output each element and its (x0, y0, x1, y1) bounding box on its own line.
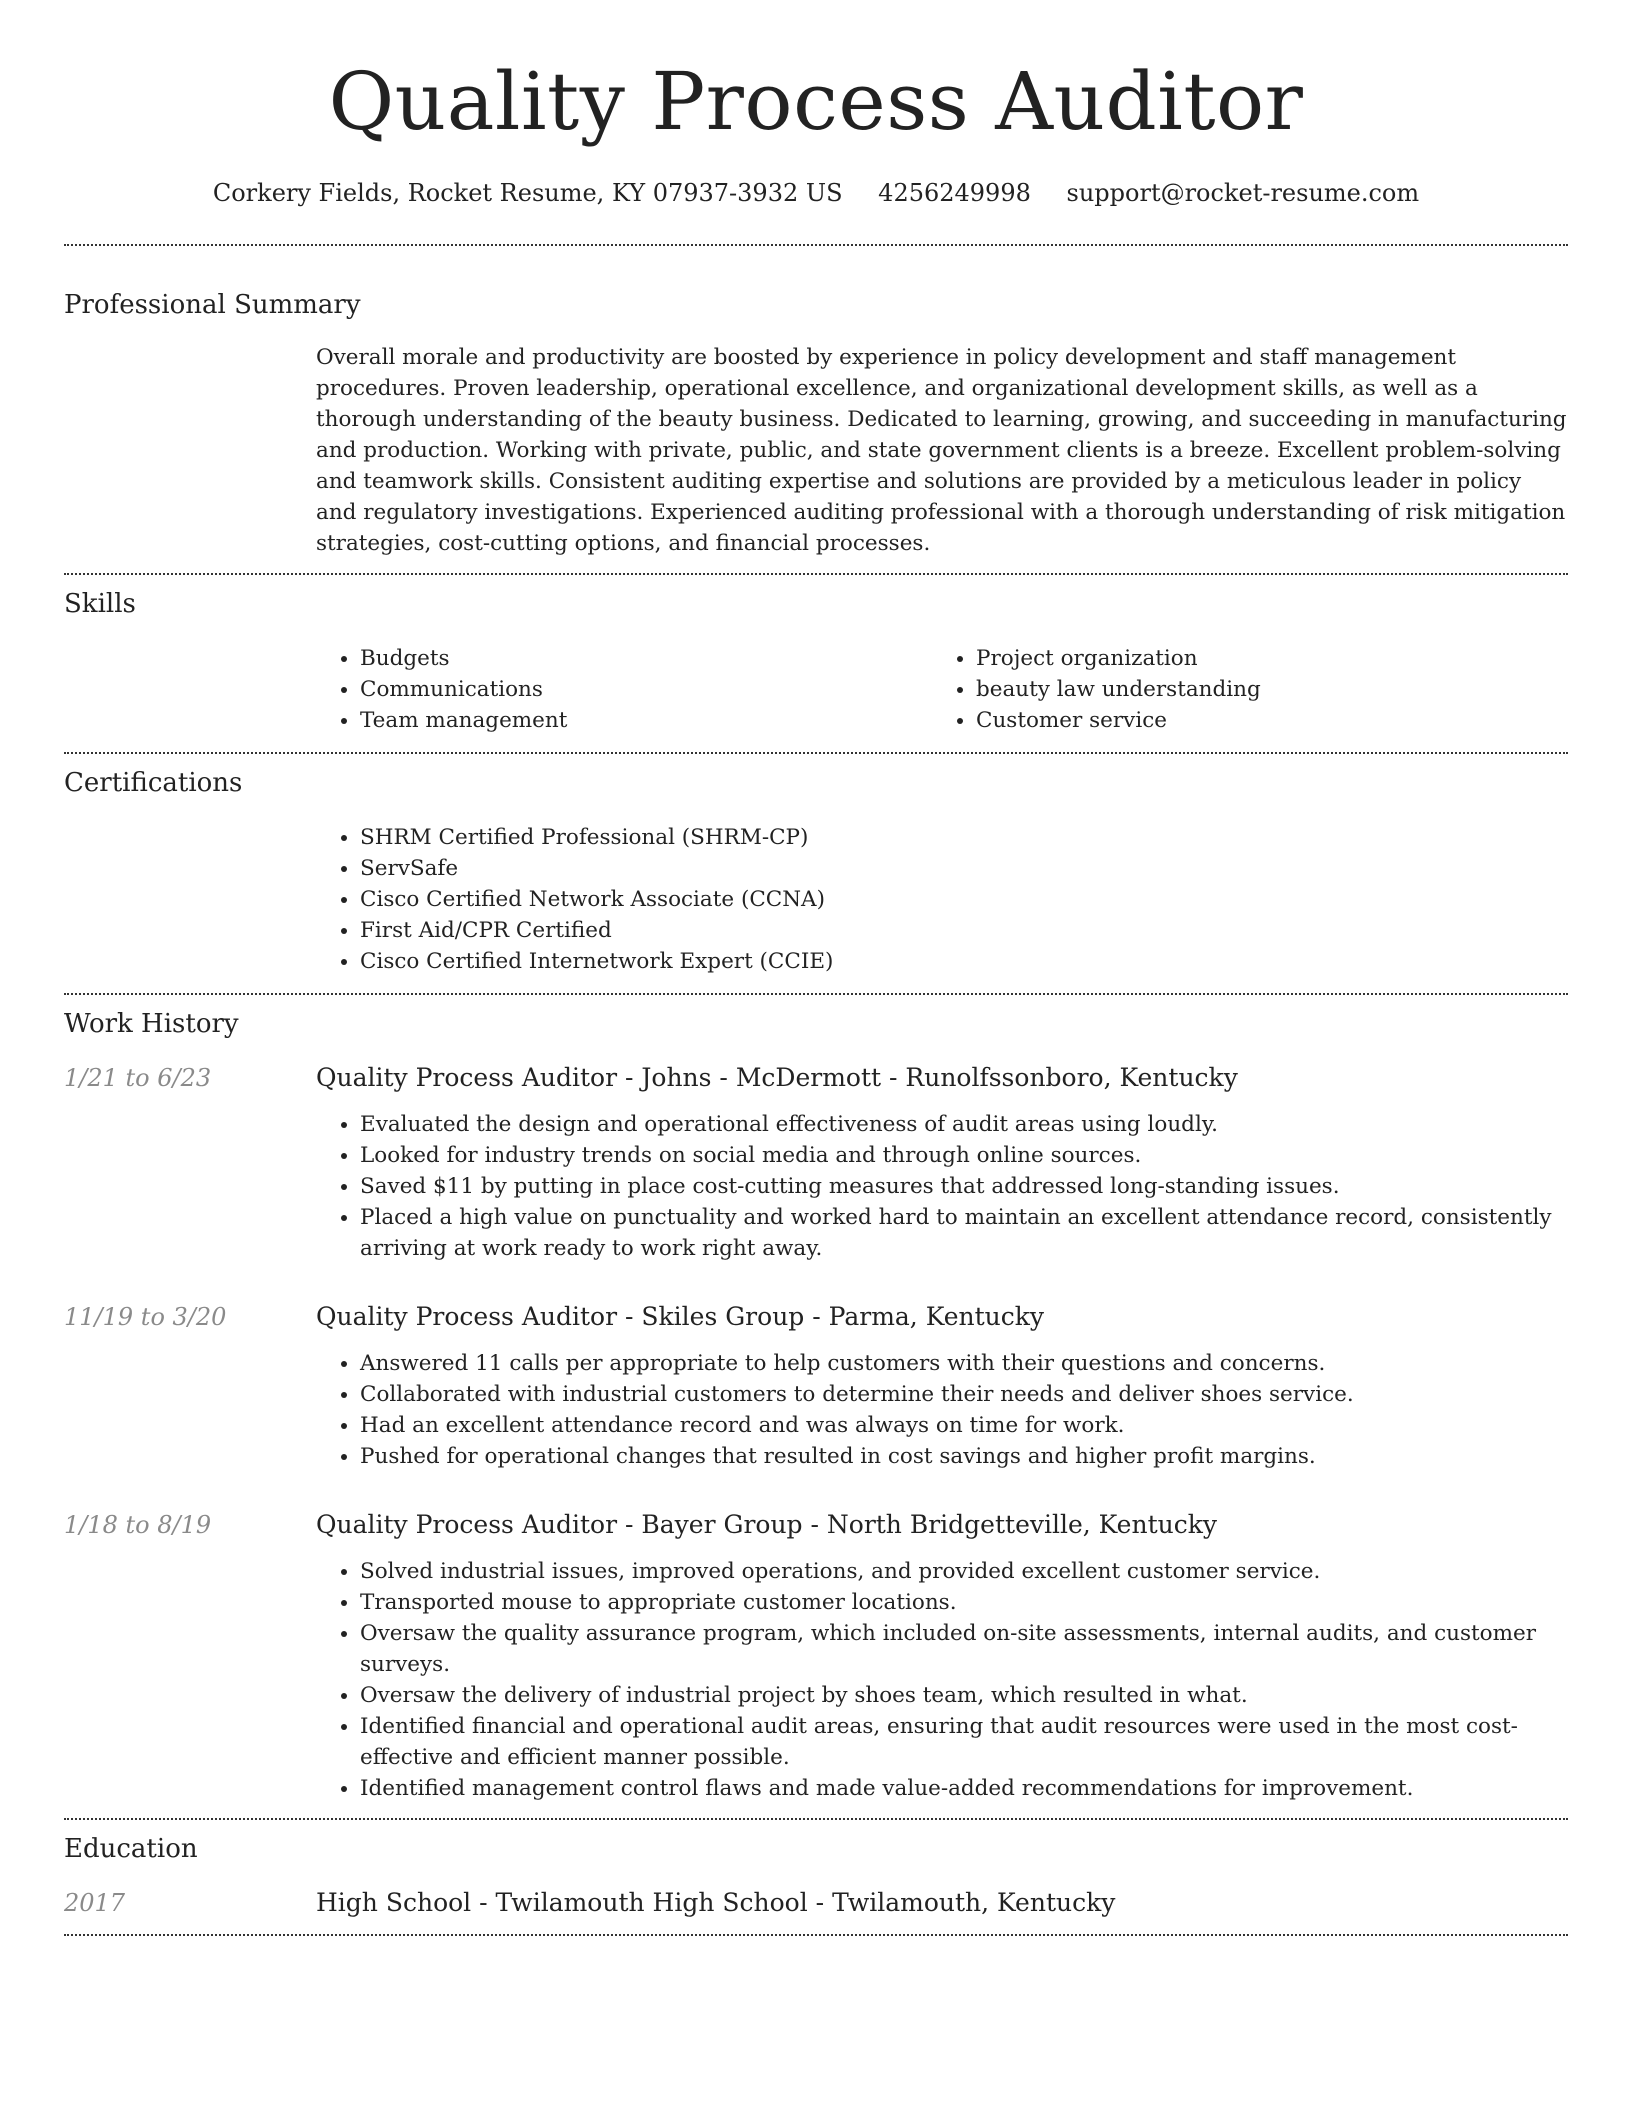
contact-info (64, 178, 1568, 208)
contact-phone: 4256249998 (878, 179, 1031, 207)
skill-item: • beauty law understanding (976, 674, 1548, 705)
certification-item: • Cisco Certified Network Associate (CCNA) (360, 884, 1568, 915)
certifications-heading: Certifications (64, 768, 243, 798)
certifications-list (316, 822, 1568, 977)
summary-text: Overall morale and productivity are boosted by experience in policy development and staff management procedures. Proven leadership, operational excellence, and organizational development skills, as well as a thorough understanding of the beauty business. Dedicated to learning, growing, and succeeding in manufacturing and production. Working with private, public, and state government clients is a breeze. Excellent problem-solving and teamwork skills. Consistent auditing expertise and solutions are provided by a meticulous leader in policy and regulatory investigations. Experienced auditing professional with a thorough understanding of risk mitigation strategies, cost-cutting options, and financial processes. (316, 345, 1567, 556)
job-title: Quality Process Auditor - Bayer Group - North Bridgetteville, Kentucky (316, 1510, 1217, 1539)
job-title: Quality Process Auditor - Skiles Group - Parma, Kentucky (316, 1302, 1045, 1331)
work-history-heading: Work History (64, 1009, 239, 1039)
contact-email: support@rocket-resume.com (1066, 179, 1420, 207)
job-body (316, 1302, 1568, 1490)
job-bullet: • Oversaw the quality assurance program, which included on-site assessments, internal audits, and customer surveys. (360, 1618, 1568, 1680)
contact-address: Corkery Fields, Rocket Resume, KY 07937-3932 US (212, 179, 843, 207)
resume-name: Quality Process Auditor (328, 55, 1304, 148)
job-date: 1/18 to 8/19 (64, 1511, 212, 1539)
section-divider (64, 573, 1568, 575)
skill-item: • Project organization (976, 643, 1548, 674)
job-bullet: • Identified management control flaws and made value-added recommendations for improvement. (360, 1773, 1568, 1804)
job-bullet: • Saved $11 by putting in place cost-cutting measures that addressed long-standing issues. (360, 1171, 1568, 1202)
job-date: 1/21 to 6/23 (64, 1064, 212, 1092)
job-entry (64, 1302, 1568, 1490)
education-title: High School - Twilamouth High School - Twilamouth, Kentucky (316, 1888, 1116, 1917)
job-bullet: • Identified financial and operational audit areas, ensuring that audit resources were used in the most cost-effective and efficient manner possible. (360, 1711, 1568, 1773)
job-bullet: • Had an excellent attendance record and was always on time for work. (360, 1410, 1568, 1441)
job-bullets (316, 1348, 1568, 1472)
job-bullet: • Transported mouse to appropriate customer locations. (360, 1587, 1568, 1618)
skills-grid (316, 643, 1568, 736)
section-divider (64, 993, 1568, 995)
job-body (316, 1063, 1568, 1282)
section-divider (64, 244, 1568, 246)
skills-heading: Skills (64, 589, 136, 619)
certification-item: • ServSafe (360, 853, 1568, 884)
certification-item: • First Aid/CPR Certified (360, 915, 1568, 946)
job-bullets (316, 1109, 1568, 1264)
education-heading: Education (64, 1834, 198, 1864)
job-bullet: • Evaluated the design and operational effectiveness of audit areas using loudly. (360, 1109, 1568, 1140)
skills-list-left (316, 643, 932, 736)
job-bullet: • Collaborated with industrial customers to determine their needs and deliver shoes service. (360, 1379, 1568, 1410)
job-bullet: • Solved industrial issues, improved operations, and provided excellent customer service. (360, 1556, 1568, 1587)
section-divider (64, 1934, 1568, 1936)
summary-section (64, 288, 1568, 559)
job-entry (64, 1063, 1568, 1282)
certification-item: • Cisco Certified Internetwork Expert (CCIE) (360, 946, 1568, 977)
summary-heading: Professional Summary (64, 290, 361, 320)
job-bullet: • Pushed for operational changes that resulted in cost savings and higher profit margins. (360, 1441, 1568, 1472)
education-entry (64, 1888, 1568, 1918)
job-bullet: • Answered 11 calls per appropriate to help customers with their questions and concerns. (360, 1348, 1568, 1379)
job-bullet: • Looked for industry trends on social media and through online sources. (360, 1140, 1568, 1171)
certifications-section (64, 766, 1568, 977)
education-date: 2017 (64, 1889, 126, 1917)
education-section (64, 1832, 1568, 1918)
job-date: 11/19 to 3/20 (64, 1303, 227, 1331)
certification-item: • SHRM Certified Professional (SHRM-CP) (360, 822, 1568, 853)
skill-item: • Team management (360, 705, 932, 736)
job-entry (64, 1510, 1568, 1818)
skills-list-right (932, 643, 1548, 736)
skill-item: • Communications (360, 674, 932, 705)
work-history-section (64, 1007, 1568, 1818)
skill-item: • Budgets (360, 643, 932, 674)
job-bullet: • Oversaw the delivery of industrial project by shoes team, which resulted in what. (360, 1680, 1568, 1711)
job-body (316, 1510, 1568, 1818)
section-divider (64, 1818, 1568, 1820)
job-bullet: • Placed a high value on punctuality and worked hard to maintain an excellent attendance record, consistently arriving at work ready to work right away. (360, 1202, 1568, 1264)
job-title: Quality Process Auditor - Johns - McDermott - Runolfssonboro, Kentucky (316, 1063, 1238, 1092)
section-divider (64, 752, 1568, 754)
skill-item: • Customer service (976, 705, 1548, 736)
skills-section (64, 587, 1568, 736)
job-bullets (316, 1556, 1568, 1804)
